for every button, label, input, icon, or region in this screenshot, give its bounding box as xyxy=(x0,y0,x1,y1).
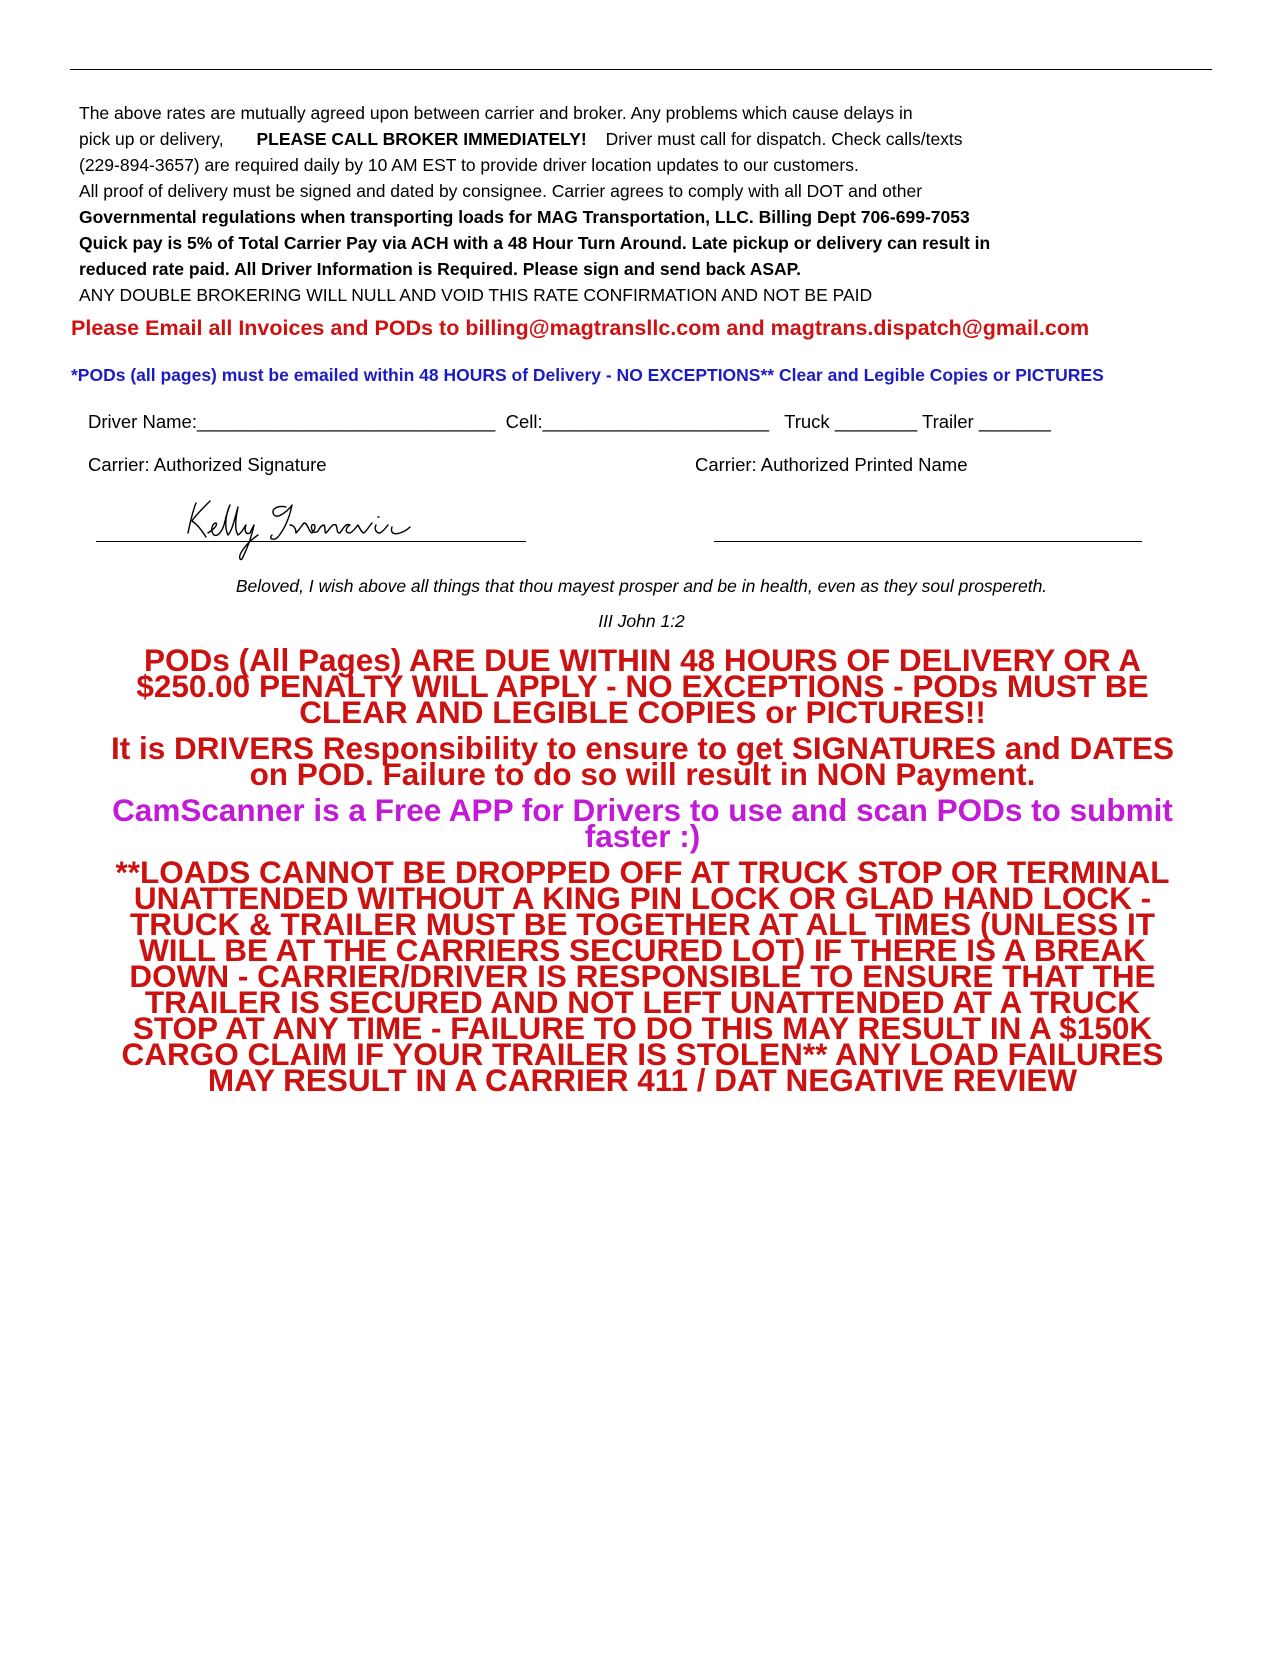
top-divider-line xyxy=(70,69,1212,70)
camscanner-tip: CamScanner is a Free APP for Drivers to use and scan PODs to submit faster :) xyxy=(112,792,1173,854)
terms-line-2 xyxy=(79,126,1239,152)
terms-line-6: Quick pay is 5% of Total Carrier Pay via ACH with a 48 Hour Turn Around. Late pickup or delivery can result in xyxy=(79,233,991,253)
driver-name-field[interactable]: _____________________________ xyxy=(196,411,496,432)
truck-label: Truck xyxy=(784,411,830,432)
terms-line-8: ANY DOUBLE BROKERING WILL NULL AND VOID THIS RATE CONFIRMATION AND NOT BE PAID xyxy=(79,285,873,305)
authorized-signature-label: Carrier: Authorized Signature xyxy=(88,454,327,475)
terms-line-1: The above rates are mutually agreed upon between carrier and broker. Any problems which cause delays in xyxy=(79,103,913,123)
cell-label: Cell: xyxy=(505,411,543,432)
terms-paragraph xyxy=(79,100,1239,308)
driver-info-row xyxy=(88,411,1051,433)
bible-verse-reference: III John 1:2 xyxy=(598,611,685,631)
terms-line-2-start: pick up or delivery, xyxy=(79,129,224,149)
pod-penalty-warning: PODs (All Pages) ARE DUE WITHIN 48 HOURS OF DELIVERY OR A $250.00 PENALTY WILL APPLY - NO EXCEPTIONS - PODs MUST BE CLEAR AND LEGIBLE COPIES or PICTURES!! xyxy=(136,642,1149,730)
authorized-printed-name-label: Carrier: Authorized Printed Name xyxy=(695,454,968,475)
cell-field[interactable]: ______________________ xyxy=(542,411,770,432)
handwritten-signature xyxy=(178,495,438,565)
truck-field[interactable]: ________ xyxy=(834,411,918,432)
printed-name-line[interactable] xyxy=(714,541,1142,542)
email-invoices-notice: Please Email all Invoices and PODs to billing@magtransllc.com and magtrans.dispatch@gmail.com xyxy=(71,316,1090,340)
bible-verse: Beloved, I wish above all things that thou mayest prosper and be in health, even as they soul prospereth. xyxy=(235,576,1048,596)
terms-line-5: Governmental regulations when transporting loads for MAG Transportation, LLC. Billing Dept 706-699-7053 xyxy=(79,207,970,227)
driver-name-label: Driver Name: xyxy=(88,411,197,432)
call-broker-emphasis: PLEASE CALL BROKER IMMEDIATELY! xyxy=(256,129,587,149)
trailer-field[interactable]: _______ xyxy=(978,411,1051,432)
terms-line-3: (229-894-3657) are required daily by 10 AM EST to provide driver location updates to our customers. xyxy=(79,155,859,175)
terms-line-4: All proof of delivery must be signed and dated by consignee. Carrier agrees to comply with all DOT and other xyxy=(79,181,923,201)
trailer-label: Trailer xyxy=(921,411,974,432)
warnings-block xyxy=(100,642,1185,1098)
terms-line-2-end: Driver must call for dispatch. Check calls/texts xyxy=(605,129,963,149)
pods-email-notice: *PODs (all pages) must be emailed within 48 HOURS of Delivery - NO EXCEPTIONS** Clear and Legible Copies or PICTURES xyxy=(71,365,1104,385)
terms-line-7: reduced rate paid. All Driver Information is Required. Please sign and send back ASAP. xyxy=(79,259,801,279)
unattended-loads-warning: **LOADS CANNOT BE DROPPED OFF AT TRUCK STOP OR TERMINAL UNATTENDED WITHOUT A KING PIN LOCK OR GLAD HAND LOCK - TRUCK & TRAILER MUST BE TOGETHER AT ALL TIMES (UNLESS IT WILL BE AT THE CARRIERS SECURED LOT) IF THERE IS A BREAK DOWN - CARRIER/DRIVER IS RESPONSIBLE TO ENSURE THAT THE TRAILER IS SECURED AND NOT LEFT UNATTENDED AT A TRUCK STOP AT ANY TIME - FAILURE TO DO THIS MAY RESULT IN A $150K CARGO CLAIM IF YOUR TRAILER IS STOLEN** ANY LOAD FAILURES MAY RESULT IN A CARRIER 411 / DAT NEGATIVE REVIEW xyxy=(115,854,1170,1098)
signature-line[interactable] xyxy=(96,541,526,542)
driver-responsibility-warning: It is DRIVERS Responsibility to ensure to get SIGNATURES and DATES on POD. Failure to do so will result in NON Payment. xyxy=(111,730,1174,792)
